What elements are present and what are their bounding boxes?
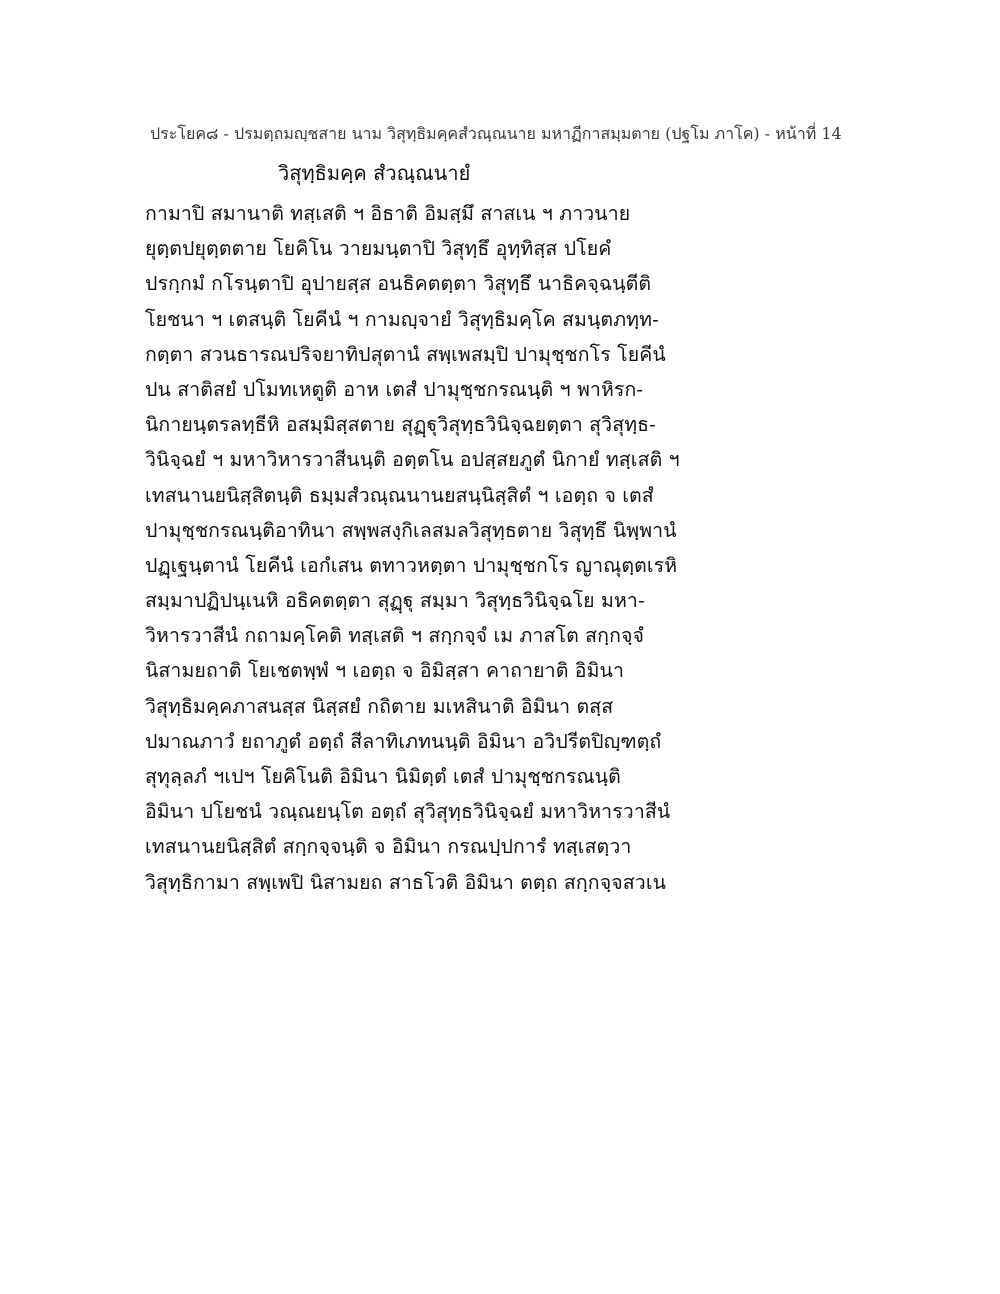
text-line: วิสุทฺธิมคฺคภาสนสฺส นิสฺสยํ กถิตาย มเหสินาติ อิมินา ตสฺส — [145, 694, 614, 718]
text-line: เทสนานยนิสฺสิตํ สกฺกจฺจนฺติ จ อิมินา กรณปฺปการํ ทสฺเสตฺวา — [145, 835, 632, 859]
text-line: วินิจฺฉยํ ฯ มหาวิหารวาสีนนฺติ อตฺตโน อปสฺสยภูตํ นิกายํ ทสฺเสติ ฯ — [145, 448, 680, 472]
text-line: อิมินา ปโยชนํ วณฺณยนฺโต อตฺถํ สุวิสุทฺธวินิจฺฉยํ มหาวิหารวาสีนํ — [145, 800, 671, 824]
text-line: นิสามยถาติ โยเชตพฺพํ ฯ เอตฺถ จ อิมิสฺสา คาถายาติ อิมินา — [145, 659, 625, 683]
text-line: วิหารวาสีนํ กถามคฺโคติ ทสฺเสติ ฯ สกฺกจฺจํ เม ภาสโต สกฺกจฺจํ — [145, 624, 645, 648]
text-line: ปมาณภาวํ ยถาภูตํ อตฺถํ สีลาทิเภทนนฺติ อิมินา อวิปรีตปิญฺฑตฺถํ — [145, 729, 662, 753]
text-line: สุทุลฺลภํ ฯเปฯ โยคิโนติ อิมินา นิมิตฺตํ เตสํ ปามุชฺชกรณนฺติ — [145, 765, 621, 788]
text-line: ยุตฺตปยุตฺตตาย โยคิโน วายมนฺตาปิ วิสุทฺธึ อุทฺทิสฺส ปโยคํ — [145, 237, 612, 261]
text-line: โยชนา ฯ เตสนฺติ โยคีนํ ฯ กามญฺจายํ วิสุทฺธิมคฺโค สมนฺตภทฺท- — [145, 307, 659, 331]
text-line: ปามุชฺชกรณนฺติอาทินา สพฺพสงฺกิเลสมลวิสุทฺธตาย วิสุทฺธึ นิพฺพานํ — [145, 518, 677, 542]
text-line: วิสุทฺธิกามา สพฺเพปิ นิสามยถ สาธโวติ อิมินา ตตฺถ สกฺกจฺจสวเน — [145, 870, 667, 894]
body-text — [145, 196, 865, 900]
text-line: สมฺมาปฏิปนฺเนหิ อธิคตตฺตา สุฏฺฐุ สมฺมา วิสุทฺธวินิจฺฉโย มหา- — [145, 589, 645, 613]
text-line: นิกายนฺตรลทฺธีหิ อสมฺมิสฺสตาย สุฏฺฐุวิสุทฺธวินิจฺฉยตฺตา สุวิสุทฺธ- — [145, 413, 656, 437]
text-line: ปรกฺกมํ กโรนฺตาปิ อุปายสฺส อนธิคตตฺตา วิสุทฺธึ นาธิคจฺฉนฺตีติ — [145, 272, 652, 296]
section-title: วิสุทฺธิมคฺค สํวณฺณนายํ — [278, 161, 471, 185]
text-line: ปน สาติสยํ ปโมทเหตูติ อาห เตสํ ปามุชฺชกรณนฺติ ฯ พาหิรก- — [145, 377, 644, 401]
text-line: กามาปิ สมานาติ ทสฺเสติ ฯ อิธาติ อิมสฺมึ สาสเน ฯ ภาวนาย — [145, 202, 631, 225]
text-line: กตฺตา สวนธารณปริจยาทิปสุตานํ สพฺเพสมฺปิ ปามุชฺชกโร โยคีนํ — [145, 342, 666, 366]
text-line: เทสนานยนิสฺสิตนฺติ ธมฺมสํวณฺณนานยสนฺนิสฺสิตํ ฯ เอตฺถ จ เตสํ — [145, 483, 654, 507]
running-header: ประโยค๘ - ปรมตฺถมญฺชสาย นาม วิสุทฺธิมคฺคสํวณฺณนาย มหาฏีกาสมฺมตาย (ปฐโม ภาโค) - หน้าที่ 14 — [150, 124, 842, 143]
text-line: ปฏฺเฐนฺตานํ โยคีนํ เอกํเสน ตทาวหตฺตา ปามุชฺชกโร ญาณุตฺตเรหิ — [145, 553, 678, 577]
